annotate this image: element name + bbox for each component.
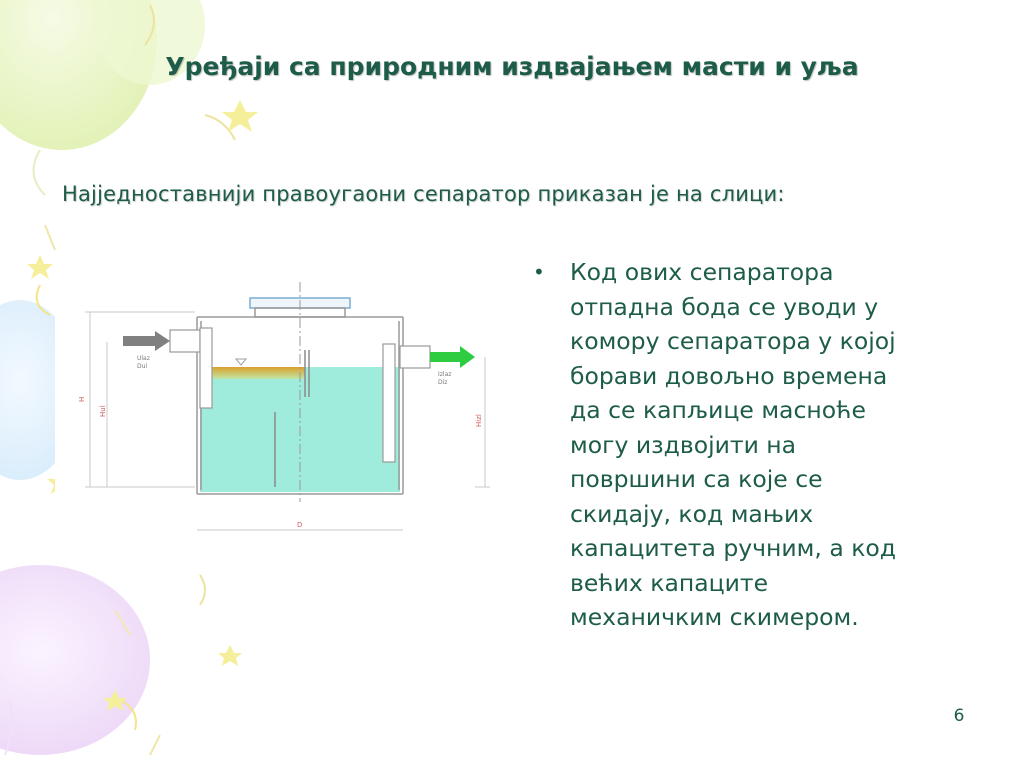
bullet-line: скидају, код мањих: [570, 499, 814, 528]
slide-subtitle: Најједноставнији правоугаони сепаратор приказан је на слици:: [62, 182, 785, 206]
bullet-line: отпадна бода се уводи у: [570, 292, 879, 321]
dim-d-label: D: [297, 521, 303, 529]
balloon-purple: [0, 565, 150, 755]
bullet-line: могу издвојити на: [570, 430, 797, 459]
dim-hul-label: Hul: [99, 405, 107, 417]
dim-h-label: H: [78, 396, 86, 402]
page-number: 6: [953, 706, 965, 726]
bullet-line: већих капаците: [570, 568, 769, 597]
bullet-marker: •: [533, 260, 545, 284]
inlet-sub: Dul: [137, 363, 148, 370]
bullet-text: [570, 255, 973, 635]
bullet-line: капацитета ручним, а код: [570, 534, 897, 562]
outlet-sub: Diz: [438, 379, 448, 386]
oil-layer: [200, 367, 305, 379]
separator-diagram: [55, 272, 495, 557]
bullet-line: борави довољно времена: [570, 361, 888, 390]
bullet-line: Код ових сепаратора: [570, 258, 834, 286]
bullet-line: комору сепаратора у којој: [570, 327, 896, 355]
bullet-line: површини са које се: [570, 465, 823, 493]
outlet-label: Izlaz: [438, 371, 452, 378]
bullet-item: [533, 255, 973, 635]
dim-hizl-label: Hizl: [475, 414, 483, 427]
bullet-line: да се капљице масноће: [570, 396, 866, 424]
bullet-line: механичким скимером.: [570, 603, 859, 631]
slide-title: Уређаји са природним издвајањем масти и уља: [165, 52, 859, 81]
inlet-label: Ulaz: [137, 355, 150, 362]
